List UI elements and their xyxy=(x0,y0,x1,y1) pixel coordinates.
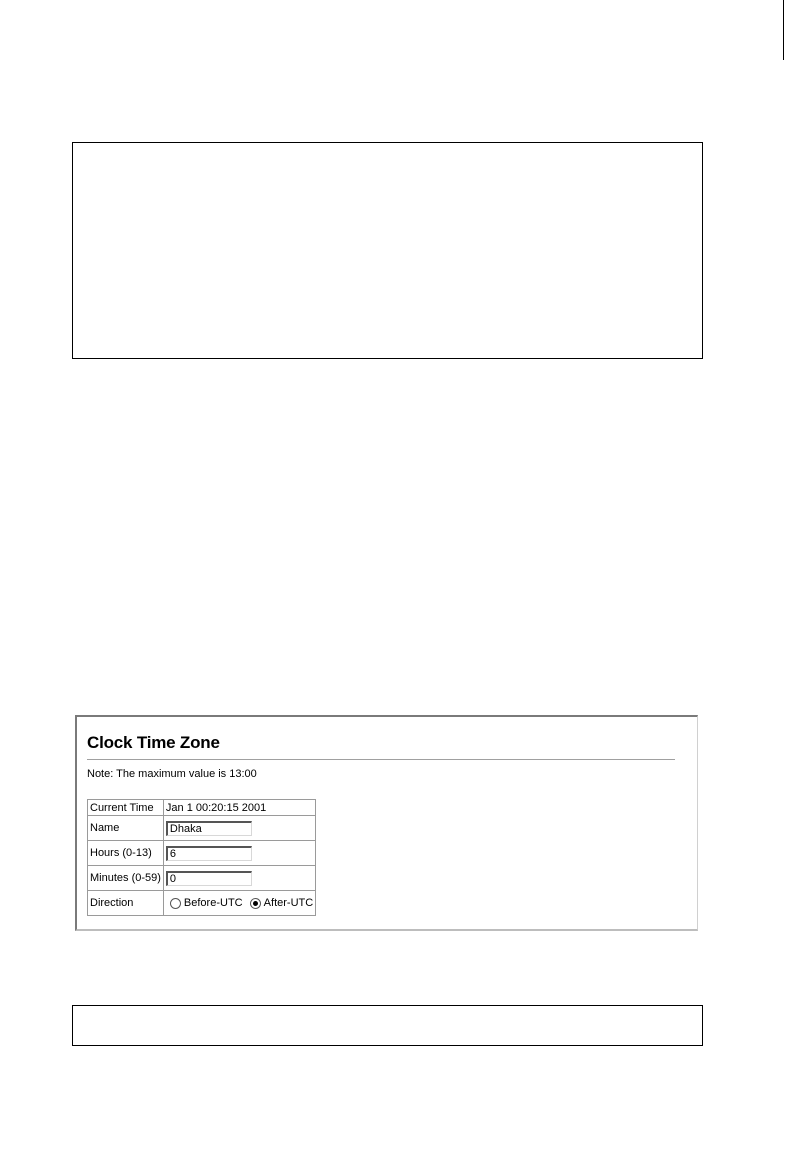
name-input[interactable]: Dhaka xyxy=(166,821,252,836)
before-utc-radio[interactable] xyxy=(170,898,181,909)
current-time-label: Current Time xyxy=(88,800,164,816)
before-utc-label: Before-UTC xyxy=(183,897,243,910)
text-frame-top xyxy=(72,142,703,359)
after-utc-radio[interactable] xyxy=(250,898,261,909)
after-utc-label: After-UTC xyxy=(263,897,314,910)
direction-label: Direction xyxy=(88,891,164,916)
table-row xyxy=(88,800,316,816)
table-row xyxy=(88,816,316,841)
minutes-input[interactable]: 0 xyxy=(166,871,252,886)
time-zone-table xyxy=(87,799,316,916)
title-divider xyxy=(87,759,675,760)
clock-time-zone-panel xyxy=(75,715,698,931)
note-text: Note: The maximum value is 13:00 xyxy=(87,768,257,780)
hours-label: Hours (0-13) xyxy=(88,841,164,866)
minutes-label: Minutes (0-59) xyxy=(88,866,164,891)
table-row xyxy=(88,891,316,916)
page-margin-rule xyxy=(783,0,784,60)
table-row xyxy=(88,841,316,866)
text-frame-bottom xyxy=(72,1005,703,1046)
hours-input[interactable]: 6 xyxy=(166,846,252,861)
name-label: Name xyxy=(88,816,164,841)
page-title: Clock Time Zone xyxy=(87,733,220,752)
current-time-value: Jan 1 00:20:15 2001 xyxy=(163,800,315,816)
table-row xyxy=(88,866,316,891)
